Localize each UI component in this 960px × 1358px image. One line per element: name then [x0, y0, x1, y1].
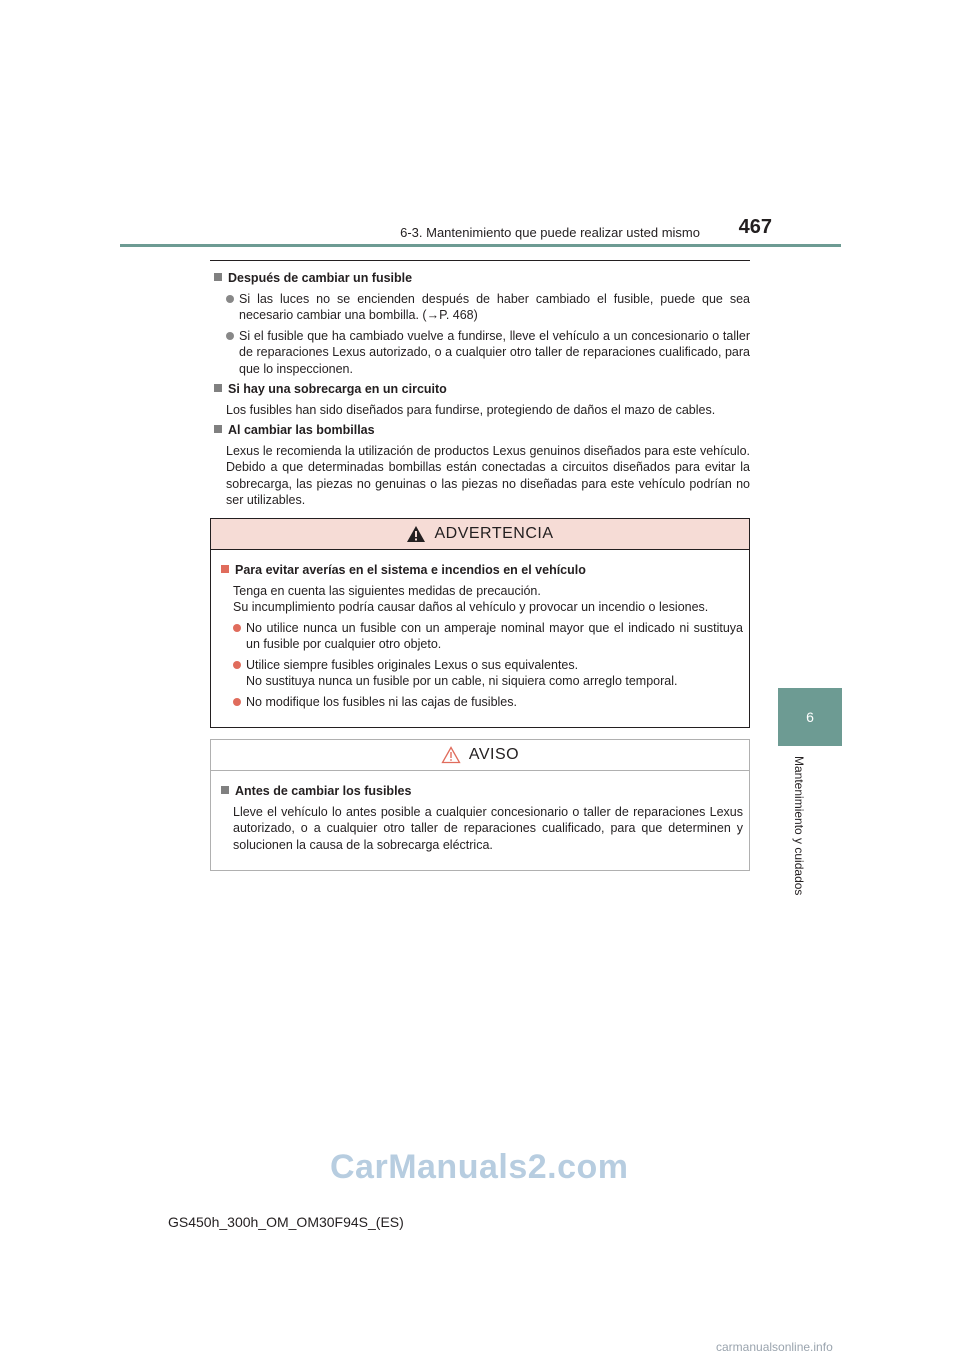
list-item: Utilice siempre fusibles originales Lexus o sus equivalentes. No sustituya nunca un fusible por un cable, ni siquiera como arreglo temporal.	[217, 657, 743, 690]
corner-watermark: carmanualsonline.info	[716, 1340, 833, 1354]
warning-title: ADVERTENCIA	[434, 524, 554, 542]
list-item: Si el fusible que ha cambiado vuelve a fundirse, lleve el vehículo a un concesionario o taller de reparaciones Lexus autorizado, o a cualquier otro taller de reparaciones cualificado, para que lo inspeccionen.	[210, 328, 750, 378]
square-bullet-icon	[214, 425, 222, 433]
section-text: Los fusibles han sido diseñados para fundirse, protegiendo de daños el mazo de cables.	[226, 402, 716, 417]
page-number: 467	[738, 216, 772, 238]
content-top-rule	[210, 260, 750, 261]
caution-triangle-icon	[441, 746, 461, 764]
warning-title-bar	[211, 519, 749, 550]
section-heading: Al cambiar las bombillas	[210, 422, 750, 439]
chapter-tab[interactable]	[778, 688, 842, 746]
notice-text: Lleve el vehículo lo antes posible a cualquier concesionario o taller de reparaciones Lexus autorizado, o a cualquier otro taller de reparaciones cualificado, para que determinen y solucionen la causa de la sobrecarga eléctrica.	[233, 804, 743, 852]
section-heading: Si hay una sobrecarga en un circuito	[210, 381, 750, 398]
circle-bullet-icon	[226, 332, 234, 340]
square-bullet-icon	[214, 384, 222, 392]
warning-box	[210, 518, 750, 728]
section-text: Lexus le recomienda la utilización de productos Lexus genuinos diseñados para este vehículo. Debido a que determinadas bombillas están conectadas a circuitos diseñados para evitar la sobrecarga, las piezas no genuinas o las piezas no diseñadas para este vehículo podrían no ser utilizables.	[226, 443, 750, 507]
warning-intro: Tenga en cuenta las siguientes medidas de precaución. Su incumplimiento podría causar daños al vehículo y provocar un incendio o lesiones.	[233, 583, 709, 614]
section-heading: Después de cambiar un fusible	[210, 270, 750, 287]
document-code: GS450h_300h_OM_OM30F94S_(ES)	[168, 1214, 404, 1230]
square-bullet-icon	[214, 273, 222, 281]
notice-title-bar	[211, 740, 749, 771]
list-item: No utilice nunca un fusible con un amperaje nominal mayor que el indicado ni sustituya un fusible por cualquier otro objeto.	[217, 620, 743, 653]
warning-triangle-icon	[406, 525, 426, 543]
header-rule	[120, 244, 841, 247]
chapter-label: Mantenimiento y cuidados	[792, 756, 806, 896]
notice-title: AVISO	[468, 745, 520, 763]
square-bullet-icon	[221, 786, 229, 794]
warning-body	[211, 550, 749, 710]
chapter-number: 6	[806, 709, 814, 725]
main-content	[210, 260, 750, 513]
circle-bullet-icon	[233, 698, 241, 706]
running-header: 6-3. Mantenimiento que puede realizar usted mismo	[400, 225, 700, 240]
list-item: No modifique los fusibles ni las cajas de fusibles.	[217, 694, 743, 711]
notice-body	[211, 771, 749, 853]
warning-heading: Para evitar averías en el sistema e incendios en el vehículo	[217, 562, 743, 579]
circle-bullet-icon	[226, 295, 234, 303]
square-bullet-icon	[221, 565, 229, 573]
circle-bullet-icon	[233, 624, 241, 632]
notice-box	[210, 739, 750, 871]
watermark-logo[interactable]: CarManuals2.com	[330, 1148, 629, 1186]
list-item: Si las luces no se encienden después de haber cambiado el fusible, puede que sea necesario cambiar una bombilla. (→P. 468)	[210, 291, 750, 324]
notice-heading: Antes de cambiar los fusibles	[217, 783, 743, 800]
circle-bullet-icon	[233, 661, 241, 669]
